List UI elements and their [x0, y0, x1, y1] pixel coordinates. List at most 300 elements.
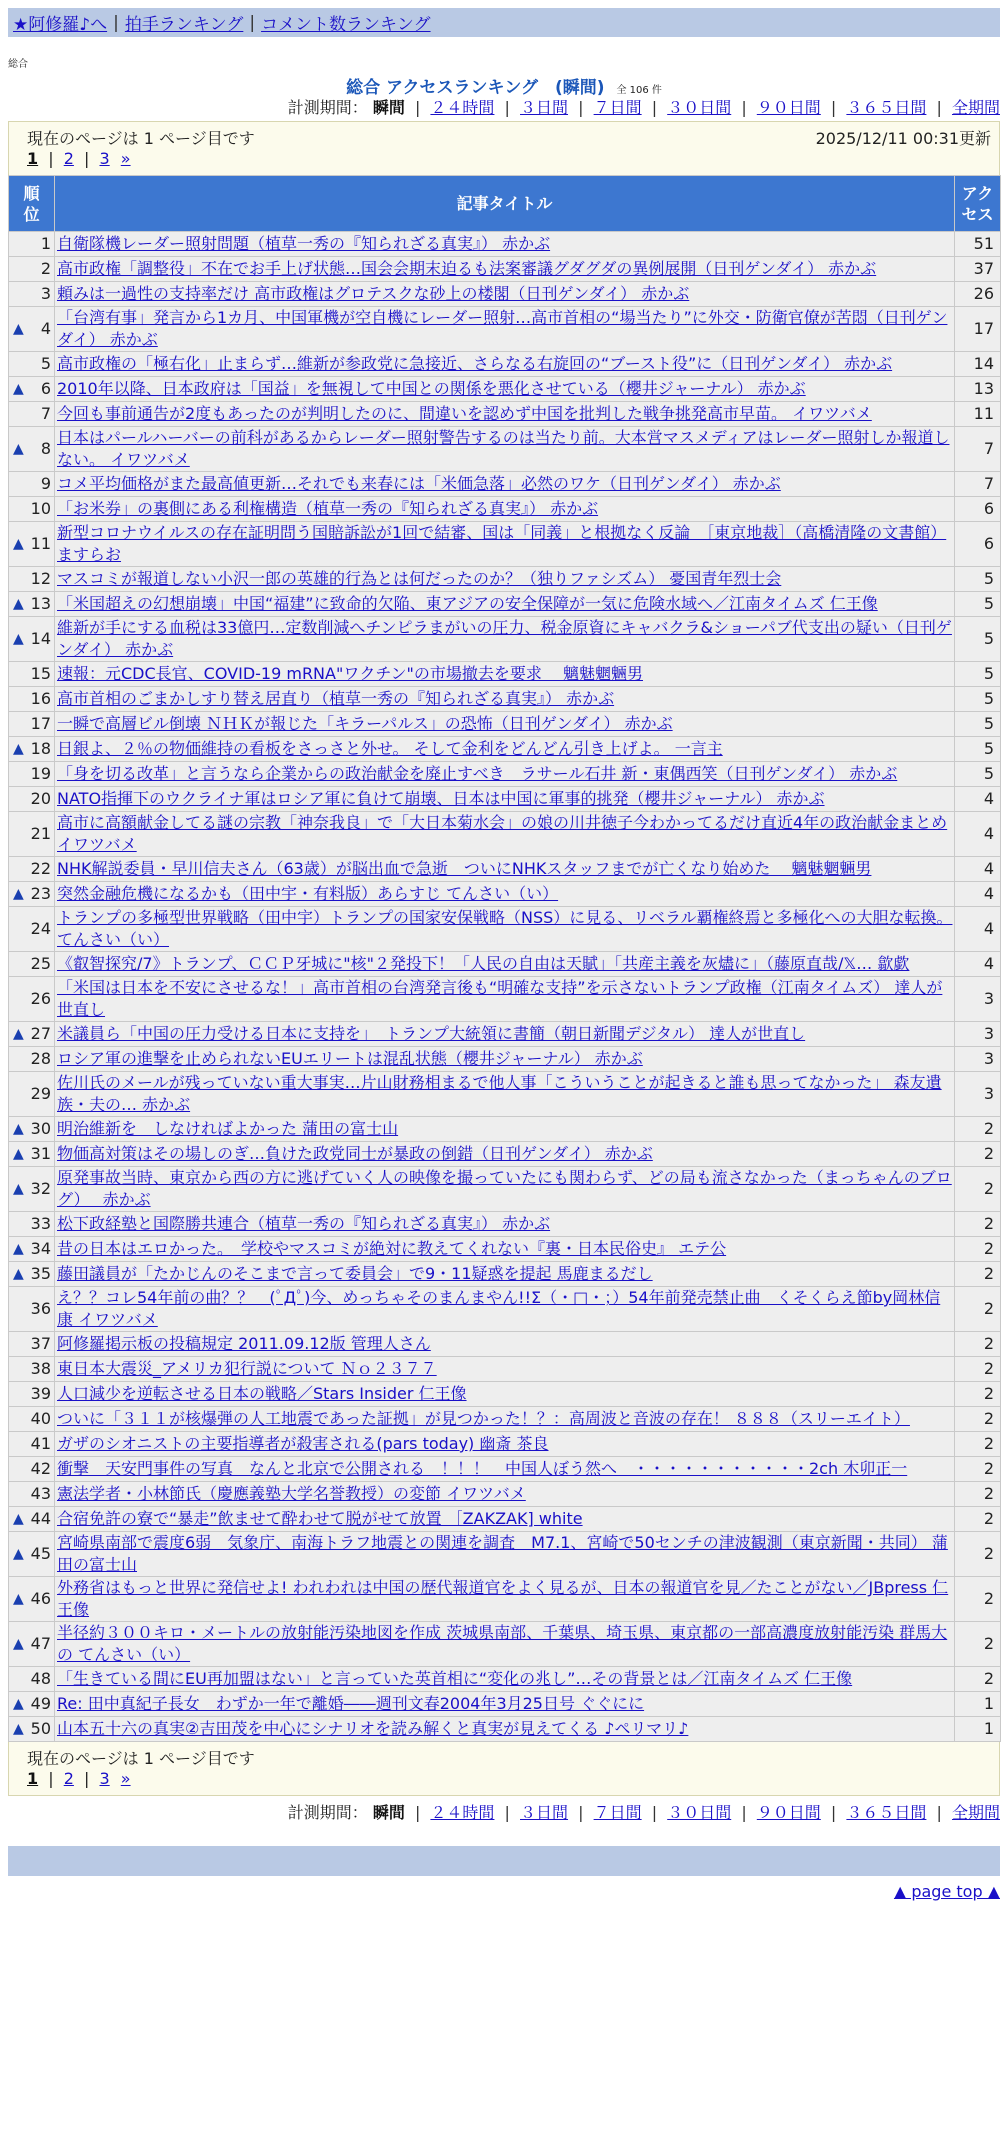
article-link[interactable]: Re: 田中真紀子長女 わずか一年で離婚――週刊文春2004年3月25日号 ぐぐにに: [57, 1694, 645, 1713]
access-count: 2: [955, 1457, 1001, 1482]
rank-up-arrow-icon: ▲: [13, 1636, 24, 1652]
table-row: [9, 1457, 1001, 1482]
rank-up-arrow-icon: ▲: [13, 536, 24, 552]
rank-number: 30: [30, 1119, 51, 1138]
title-cell: [55, 1332, 955, 1357]
rank-number: 50: [30, 1719, 51, 1738]
access-count: 6: [955, 497, 1001, 522]
rank-cell: [9, 1142, 55, 1167]
access-header: アクセス: [955, 176, 1001, 232]
access-count: 37: [955, 257, 1001, 282]
title-cell: [55, 1047, 955, 1072]
table-row: [9, 1117, 1001, 1142]
rank-cell: [9, 352, 55, 377]
period-separator: |: [414, 98, 421, 117]
rank-number: 11: [30, 534, 51, 553]
rank-cell: [9, 1507, 55, 1532]
rank-cell: [9, 282, 55, 307]
period-separator: |: [741, 98, 747, 117]
period-separator: |: [578, 1803, 584, 1822]
period-90d[interactable]: ９０日間: [756, 1803, 821, 1822]
access-count: 2: [955, 1507, 1001, 1532]
title-cell: [55, 307, 955, 352]
access-count: 2: [955, 1577, 1001, 1622]
article-link[interactable]: 高市政権の「極右化」止まらず…維新が参政党に急接近、さらなる右旋回の“ブースト役”に（日刊ゲンダイ） 赤かぶ: [57, 354, 893, 373]
article-link[interactable]: 外務省はもっと世界に発信せよ! われわれは中国の歴代報道官をよく見るが、日本の報道官を見／たことがない／JBpress 仁王像: [57, 1578, 949, 1619]
table-row: [9, 1717, 1001, 1742]
table-row: [9, 907, 1001, 952]
page-separator: |: [84, 149, 90, 168]
rank-cell: [9, 1432, 55, 1457]
access-count: 1: [955, 1692, 1001, 1717]
table-row: [9, 282, 1001, 307]
period-separator: |: [741, 1803, 747, 1822]
period-separator: |: [936, 1803, 942, 1822]
title-cell: [55, 787, 955, 812]
article-link[interactable]: 速報：元CDC長官、COVID-19 mRNA"ワクチン"の市場撤去を要求 魑魅魍魎男: [57, 664, 643, 683]
rank-number: 10: [30, 499, 51, 518]
access-count: 5: [955, 712, 1001, 737]
next-page-link[interactable]: »: [120, 149, 131, 168]
rank-up-arrow-icon: ▲: [13, 321, 24, 337]
access-count: 13: [955, 377, 1001, 402]
title-cell: [55, 1117, 955, 1142]
rank-cell: [9, 1357, 55, 1382]
rank-cell: [9, 307, 55, 352]
rank-cell: [9, 1237, 55, 1262]
access-count: 5: [955, 592, 1001, 617]
rank-number: 36: [30, 1299, 51, 1318]
rank-cell: [9, 762, 55, 787]
period-3d[interactable]: ３日間: [520, 98, 569, 117]
rank-cell: [9, 1287, 55, 1332]
access-count: 1: [955, 1717, 1001, 1742]
rank-number: 18: [30, 739, 51, 758]
page-nav: [27, 1769, 131, 1788]
rank-number: 13: [30, 594, 51, 613]
article-link[interactable]: 衝撃 天安門事件の写真 なんと北京で公開される ！！！ 中国人ぼう然へ ・・・・・・・・・・・2ch 木卯正一: [57, 1459, 908, 1478]
period-separator: |: [651, 1803, 658, 1822]
article-link[interactable]: 東日本大震災_アメリカ犯行説について Ｎｏ２３７７: [57, 1359, 437, 1378]
period-separator: |: [578, 98, 584, 117]
article-link[interactable]: 《叡智探究/7》トランプ、ＣＣＰ牙城に"核"２発投下！「人民の自由は天賦」「共産主義を灰燼に」（藤原直哉/𝕏… 歙歔: [57, 954, 910, 973]
rank-up-arrow-icon: ▲: [13, 1721, 24, 1737]
rank-number: 2: [40, 259, 51, 278]
access-count: 17: [955, 307, 1001, 352]
title-cell: [55, 352, 955, 377]
article-link[interactable]: 一瞬で高層ビル倒壊 ＮＨＫが報じた「キラーパルス」の恐怖（日刊ゲンダイ） 赤かぶ: [57, 714, 673, 733]
period-365d[interactable]: ３６５日間: [846, 1803, 927, 1822]
rank-number: 14: [30, 629, 51, 648]
rank-number: 24: [30, 919, 51, 938]
table-row: [9, 712, 1001, 737]
title-cell: [55, 567, 955, 592]
rank-up-arrow-icon: ▲: [13, 886, 24, 902]
access-count: 6: [955, 522, 1001, 567]
access-count: 4: [955, 857, 1001, 882]
rank-number: 40: [30, 1409, 51, 1428]
article-link[interactable]: 2010年以降、日本政府は「国益」を無視して中国との関係を悪化させている（櫻井ジャーナル） 赤かぶ: [57, 379, 806, 398]
rank-number: 42: [30, 1459, 51, 1478]
article-link[interactable]: 松下政経塾と国際勝共連合（植草一秀の『知られざる真実』） 赤かぶ: [57, 1214, 551, 1233]
table-row: [9, 1692, 1001, 1717]
access-count: 3: [955, 1022, 1001, 1047]
title-cell: [55, 497, 955, 522]
period-30d[interactable]: ３０日間: [667, 1803, 732, 1822]
article-link[interactable]: ロシア軍の進撃を止められないEUエリートは混乱状態（櫻井ジャーナル） 赤かぶ: [57, 1049, 643, 1068]
page-3-link[interactable]: 3: [99, 1769, 110, 1788]
page-info: 現在のページは 1 ページ目です: [27, 129, 255, 148]
table-row: [9, 1022, 1001, 1047]
rank-cell: [9, 522, 55, 567]
access-count: 4: [955, 882, 1001, 907]
rank-cell: [9, 662, 55, 687]
title-cell: [55, 617, 955, 662]
table-row: [9, 257, 1001, 282]
access-count: 2: [955, 1212, 1001, 1237]
rank-number: 39: [30, 1384, 51, 1403]
article-link[interactable]: 「台湾有事」発言から1カ月、中国軍機が空自機にレーダー照射…高市首相の“場当たり”に外交・防衛官僚が苦悶（日刊ゲンダイ） 赤かぶ: [57, 308, 948, 349]
page-info: 現在のページは 1 ページ目です: [27, 1749, 255, 1768]
rank-number: 34: [30, 1239, 51, 1258]
rank-up-arrow-icon: ▲: [13, 1696, 24, 1712]
article-link[interactable]: NATO指揮下のウクライナ軍はロシア軍に負けて崩壊、日本は中国に軍事的挑発（櫻井ジャーナル） 赤かぶ: [57, 789, 825, 808]
access-count: 2: [955, 1332, 1001, 1357]
rank-cell: [9, 617, 55, 662]
rank-number: 29: [30, 1084, 51, 1103]
title-cell: [55, 712, 955, 737]
article-link[interactable]: ついに「３１１が核爆弾の人工地震であった証拠」が見つかった！？：高周波と音波の存在！ ８８８（スリーエイト）: [57, 1409, 910, 1428]
article-link[interactable]: 物価高対策はその場しのぎ…負けた政党同士が暴政の倒錯（日刊ゲンダイ） 赤かぶ: [57, 1144, 653, 1163]
page-separator: |: [48, 149, 54, 168]
footer-bar: [8, 1846, 1000, 1876]
title-cell: [55, 662, 955, 687]
title-cell: [55, 952, 955, 977]
page-current: 1: [27, 149, 39, 168]
access-count: 7: [955, 427, 1001, 472]
access-count: 3: [955, 977, 1001, 1022]
rank-cell: [9, 1407, 55, 1432]
period-separator: |: [830, 98, 837, 117]
article-link[interactable]: 原発事故当時、東京から西の方に逃げていく人の映像を撮っていたにも関わらず、どの局も流さなかった（まっちゃんのブログ） 赤かぶ: [57, 1168, 952, 1209]
rank-number: 7: [40, 404, 51, 423]
table-row: [9, 787, 1001, 812]
rank-number: 19: [30, 764, 51, 783]
period-7d[interactable]: ７日間: [593, 98, 642, 117]
title-cell: [55, 402, 955, 427]
access-count: 4: [955, 952, 1001, 977]
rank-number: 44: [30, 1509, 51, 1528]
title-cell: [55, 762, 955, 787]
article-link[interactable]: 昔の日本はエロかった。 学校やマスコミが絶対に教えてくれない『裏・日本民俗史』 エテ公: [57, 1239, 727, 1258]
access-count: 5: [955, 762, 1001, 787]
rank-number: 4: [40, 319, 51, 338]
rank-up-arrow-icon: ▲: [13, 1591, 24, 1607]
article-link[interactable]: 高市首相のごまかしすり替え居直り（植草一秀の『知られざる真実』） 赤かぶ: [57, 689, 615, 708]
table-row: [9, 687, 1001, 712]
rank-cell: [9, 1692, 55, 1717]
access-count: 2: [955, 1167, 1001, 1212]
access-count: 2: [955, 1357, 1001, 1382]
title-cell: [55, 1212, 955, 1237]
title-cell: [55, 1482, 955, 1507]
top-nav-bar: [8, 8, 1000, 37]
rank-cell: [9, 712, 55, 737]
rank-cell: [9, 1717, 55, 1742]
title-cell: [55, 1717, 955, 1742]
period-all[interactable]: 全期間: [951, 98, 1000, 117]
rank-up-arrow-icon: ▲: [13, 1121, 24, 1137]
access-count: 5: [955, 617, 1001, 662]
page-top-container: [0, 1882, 1000, 1901]
table-row: [9, 762, 1001, 787]
page-separator: |: [84, 1769, 90, 1788]
article-link[interactable]: 「お米券」の裏側にある利権構造（植草一秀の『知られざる真実』） 赤かぶ: [57, 499, 599, 518]
rank-cell: [9, 952, 55, 977]
rank-up-arrow-icon: ▲: [13, 381, 24, 397]
article-link[interactable]: 高市政権「調整役」不在でお手上げ状態…国会会期末迫るも法案審議グダグダの異例展開（日刊ゲンダイ） 赤かぶ: [57, 259, 877, 278]
article-link[interactable]: え？？コレ54年前の曲？？ (ﾟДﾟ)今、めっちゃそのまんまやん!!Σ（・□・；）54年前発売禁止曲 くそくらえ節by岡林信康 イワツバメ: [57, 1288, 941, 1329]
rank-cell: [9, 907, 55, 952]
period-24h[interactable]: ２４時間: [430, 98, 495, 117]
rank-cell: [9, 787, 55, 812]
table-row: [9, 1167, 1001, 1212]
article-link[interactable]: トランプの多極型世界戦略（田中宇）トランプの国家安保戦略（NSS）に見る、リベラル覇権終焉と多極化への大胆な転換。 てんさい（い）: [57, 908, 953, 949]
article-link[interactable]: 日銀よ、２％の物価維持の看板をさっさと外せ。 そして金利をどんどん引き上げよ。 一言主: [57, 739, 723, 758]
article-link[interactable]: 高市に高額献金してる謎の宗教「神奈我良」で「大日本菊水会」の娘の川井徳子今わかってるだけ直近4年の政治献金まとめ イワツバメ: [57, 813, 948, 854]
rank-cell: [9, 1577, 55, 1622]
period-7d[interactable]: ７日間: [593, 1803, 642, 1822]
page-current: 1: [27, 1769, 39, 1788]
period-selector: [0, 95, 1000, 121]
article-link[interactable]: 半径約３００キロ・メートルの放射能汚染地図を作成 茨城県南部、千葉県、埼玉県、東京都の一部高濃度放射能汚染 群馬大の てんさい（い）: [57, 1623, 948, 1664]
title-cell: [55, 1577, 955, 1622]
access-count: 2: [955, 1262, 1001, 1287]
table-row: [9, 737, 1001, 762]
article-link[interactable]: 佐川氏のメールが残っていない重大事実…片山財務相まるで他人事「こういうことが起きると誰も思ってなかった」 森友遺族・夫の… 赤かぶ: [57, 1073, 942, 1114]
article-link[interactable]: 日本はパールハーバーの前科があるからレーダー照射警告するのは当たり前。大本営マスメディアはレーダー照射しか報道しない。 イワツバメ: [57, 428, 950, 469]
rank-up-arrow-icon: ▲: [13, 1546, 24, 1562]
rank-cell: [9, 737, 55, 762]
title-cell: [55, 882, 955, 907]
access-count: 3: [955, 1072, 1001, 1117]
article-link[interactable]: 突然金融危機になるかも（田中宇・有料版）あらすじ てんさい（い）: [57, 884, 559, 903]
article-link[interactable]: NHK解説委員・早川信夫さん（63歳）が脳出血で急逝 ついにNHKスタッフまでが亡くなり始めた 魑魅魍魎男: [57, 859, 872, 878]
access-count: 7: [955, 472, 1001, 497]
rank-cell: [9, 1022, 55, 1047]
rank-number: 45: [30, 1544, 51, 1563]
access-count: 4: [955, 787, 1001, 812]
title-cell: [55, 1622, 955, 1667]
table-row: [9, 307, 1001, 352]
rank-up-arrow-icon: ▲: [13, 1146, 24, 1162]
article-link[interactable]: 「生きている間にEU再加盟はない」と言っていた英首相に“変化の兆し”…その背景とは／江南タイムズ 仁王像: [57, 1669, 853, 1688]
rank-number: 46: [30, 1589, 51, 1608]
rank-cell: [9, 232, 55, 257]
table-row: [9, 1667, 1001, 1692]
access-count: 4: [955, 907, 1001, 952]
page-3-link[interactable]: 3: [99, 149, 110, 168]
rank-cell: [9, 1482, 55, 1507]
rank-up-arrow-icon: ▲: [13, 1026, 24, 1042]
rank-up-arrow-icon: ▲: [13, 1241, 24, 1257]
rank-cell: [9, 1047, 55, 1072]
access-count: 2: [955, 1482, 1001, 1507]
title-cell: [55, 737, 955, 762]
article-link[interactable]: 宮崎県南部で震度6弱 気象庁、南海トラフ地震との関連を調査 M7.1、宮崎で50センチの津波観測（東京新聞・共同） 蒲田の富士山: [57, 1533, 948, 1574]
article-link[interactable]: ガザのシオニストの主要指導者が殺害される(pars today) 幽斎 茶良: [57, 1434, 549, 1453]
rank-number: 47: [30, 1634, 51, 1653]
page-title: [0, 73, 1008, 98]
rank-up-arrow-icon: ▲: [13, 631, 24, 647]
title-cell: [55, 522, 955, 567]
rank-number: 20: [30, 789, 51, 808]
rank-number: 8: [40, 439, 51, 458]
article-link[interactable]: 憲法学者・小林節氏（慶應義塾大学名誉教授）の変節 イワツバメ: [57, 1484, 526, 1503]
rank-up-arrow-icon: ▲: [13, 596, 24, 612]
category-label: 総合: [8, 59, 28, 70]
article-link[interactable]: 頼みは一過性の支持率だけ 高市政権はグロテスクな砂上の楼閣（日刊ゲンダイ） 赤かぶ: [57, 284, 690, 303]
rank-cell: [9, 977, 55, 1022]
rank-header: 順位: [9, 176, 55, 232]
rank-cell: [9, 1622, 55, 1667]
rank-cell: [9, 1072, 55, 1117]
article-link[interactable]: 藤田議員が「たかじんのそこまで言って委員会」で9・11疑惑を提起 馬鹿まるだし: [57, 1264, 653, 1283]
article-link[interactable]: 「身を切る改革」と言うなら企業からの政治献金を廃止すべき ラサール石井 新・東偶西笑（日刊ゲンダイ） 赤かぶ: [57, 764, 898, 783]
access-count: 14: [955, 352, 1001, 377]
rank-up-arrow-icon: ▲: [13, 1181, 24, 1197]
home-link[interactable]: ★阿修羅♪へ: [13, 15, 108, 35]
rank-cell: [9, 1382, 55, 1407]
rank-number: 23: [30, 884, 51, 903]
period-separator: |: [504, 1803, 510, 1822]
period-all[interactable]: 全期間: [951, 1803, 1000, 1822]
rank-cell: [9, 567, 55, 592]
title-cell: [55, 1167, 955, 1212]
title-cell: [55, 1072, 955, 1117]
page-top-link[interactable]: ▲ page top ▲: [893, 1882, 1000, 1901]
table-row: [9, 427, 1001, 472]
rank-cell: [9, 1212, 55, 1237]
title-cell: [55, 282, 955, 307]
article-link[interactable]: マスコミが報道しない小沢一郎の英雄的行為とは何だったのか？（独りファシズム） 憂国青年烈士会: [57, 569, 782, 588]
title-cell: [55, 1692, 955, 1717]
article-link[interactable]: 今回も事前通告が2度もあったのが判明したのに、間違いを認めず中国を批判した戦争挑発高市早苗。 イワツバメ: [57, 404, 872, 423]
access-count: 2: [955, 1287, 1001, 1332]
next-page-link[interactable]: »: [120, 1769, 131, 1788]
title-cell: [55, 1432, 955, 1457]
title-cell: [55, 1142, 955, 1167]
article-link[interactable]: 維新が手にする血税は33億円…定数削減へチンピラまがいの圧力、税金原資にキャバクラ&ショーパブ代支出の疑い（日刊ゲンダイ） 赤かぶ: [57, 618, 952, 659]
table-row: [9, 662, 1001, 687]
article-link[interactable]: 「米国は日本を不安にさせるな！」高市首相の台湾発言後も“明確な支持”を示さないトランプ政権（江南タイムズ） 達人が世直し: [57, 978, 943, 1019]
title-cell: [55, 1262, 955, 1287]
rank-cell: [9, 1532, 55, 1577]
period-current: 瞬間: [372, 98, 405, 117]
rank-cell: [9, 1457, 55, 1482]
access-count: 2: [955, 1382, 1001, 1407]
rank-number: 48: [30, 1669, 51, 1688]
table-row: [9, 1357, 1001, 1382]
article-link[interactable]: 自衛隊機レーダー照射問題（植草一秀の『知られざる真実』） 赤かぶ: [57, 234, 551, 253]
table-row: [9, 1212, 1001, 1237]
period-selector-bottom: [0, 1800, 1000, 1826]
article-link[interactable]: 「米国超えの幻想崩壊」中国“福建”に致命的欠陥、東アジアの安全保障が一気に危険水域へ／江南タイムズ 仁王像: [57, 594, 878, 613]
rank-cell: [9, 377, 55, 402]
title-cell: [55, 1237, 955, 1262]
article-link[interactable]: コメ平均価格がまた最高値更新…それでも来春には「米価急落」必然のワケ（日刊ゲンダイ） 赤かぶ: [57, 474, 781, 493]
rank-number: 37: [30, 1334, 51, 1353]
rank-number: 31: [30, 1144, 51, 1163]
article-link[interactable]: 新型コロナウイルスの存在証明問う国賠訴訟が1回で結審、国は「同義」と根拠なく反論 ［東京地裁］（高橋清隆の文書館） ますらお: [57, 523, 947, 564]
period-current: 瞬間: [372, 1803, 405, 1822]
rank-cell: [9, 1332, 55, 1357]
table-row: [9, 1432, 1001, 1457]
rank-number: 22: [30, 859, 51, 878]
table-header-row: [9, 176, 1001, 232]
rank-number: 49: [30, 1694, 51, 1713]
rank-number: 5: [40, 354, 51, 373]
title-cell: [55, 592, 955, 617]
clap-ranking-link[interactable]: 拍手ランキング: [124, 15, 244, 35]
period-separator: |: [504, 98, 510, 117]
table-row: [9, 1532, 1001, 1577]
page-2-link[interactable]: 2: [63, 1769, 74, 1788]
rank-cell: [9, 1667, 55, 1692]
rank-number: 3: [40, 284, 51, 303]
period-365d[interactable]: ３６５日間: [846, 98, 927, 117]
title-cell: [55, 812, 955, 857]
period-30d[interactable]: ３０日間: [667, 98, 732, 117]
article-link[interactable]: 合宿免許の寮で“暴走”飲ませて酔わせて脱がせて放置 ［ZAKZAK] white: [57, 1509, 583, 1528]
article-link[interactable]: 米議員ら「中国の圧力受ける日本に支持を」 トランプ大統領に書簡（朝日新聞デジタル） 達人が世直し: [57, 1024, 806, 1043]
page-title-text: 総合 アクセスランキング (瞬間): [346, 78, 605, 98]
article-link[interactable]: 阿修羅掲示板の投稿規定 2011.09.12版 管理人さん: [57, 1334, 431, 1353]
period-separator: |: [936, 98, 942, 117]
rank-cell: [9, 402, 55, 427]
table-row: [9, 882, 1001, 907]
rank-cell: [9, 1262, 55, 1287]
table-row: [9, 1142, 1001, 1167]
article-link[interactable]: 明治維新を しなければよかった 蒲田の富士山: [57, 1119, 399, 1138]
period-3d[interactable]: ３日間: [520, 1803, 569, 1822]
rank-cell: [9, 882, 55, 907]
title-cell: [55, 1382, 955, 1407]
title-cell: [55, 1287, 955, 1332]
period-24h[interactable]: ２４時間: [430, 1803, 495, 1822]
period-separator: |: [830, 1803, 837, 1822]
rank-number: 16: [30, 689, 51, 708]
table-row: [9, 812, 1001, 857]
title-cell: [55, 1667, 955, 1692]
pager-bottom: [8, 1742, 1000, 1796]
period-90d[interactable]: ９０日間: [756, 98, 821, 117]
nav-separator: |: [249, 12, 256, 33]
table-row: [9, 1507, 1001, 1532]
access-count: 2: [955, 1532, 1001, 1577]
page-2-link[interactable]: 2: [63, 149, 74, 168]
access-count: 11: [955, 402, 1001, 427]
table-row: [9, 977, 1001, 1022]
rank-number: 9: [40, 474, 51, 493]
rank-up-arrow-icon: ▲: [13, 1266, 24, 1282]
article-link[interactable]: 人口減少を逆転させる日本の戦略／Stars Insider 仁王像: [57, 1384, 467, 1403]
comment-ranking-link[interactable]: コメント数ランキング: [261, 15, 431, 35]
rank-number: 35: [30, 1264, 51, 1283]
table-row: [9, 1047, 1001, 1072]
title-cell: [55, 1407, 955, 1432]
article-link[interactable]: 山本五十六の真実②吉田茂を中心にシナリオを読み解くと真実が見えてくる ♪ペリマリ♪: [57, 1719, 689, 1738]
